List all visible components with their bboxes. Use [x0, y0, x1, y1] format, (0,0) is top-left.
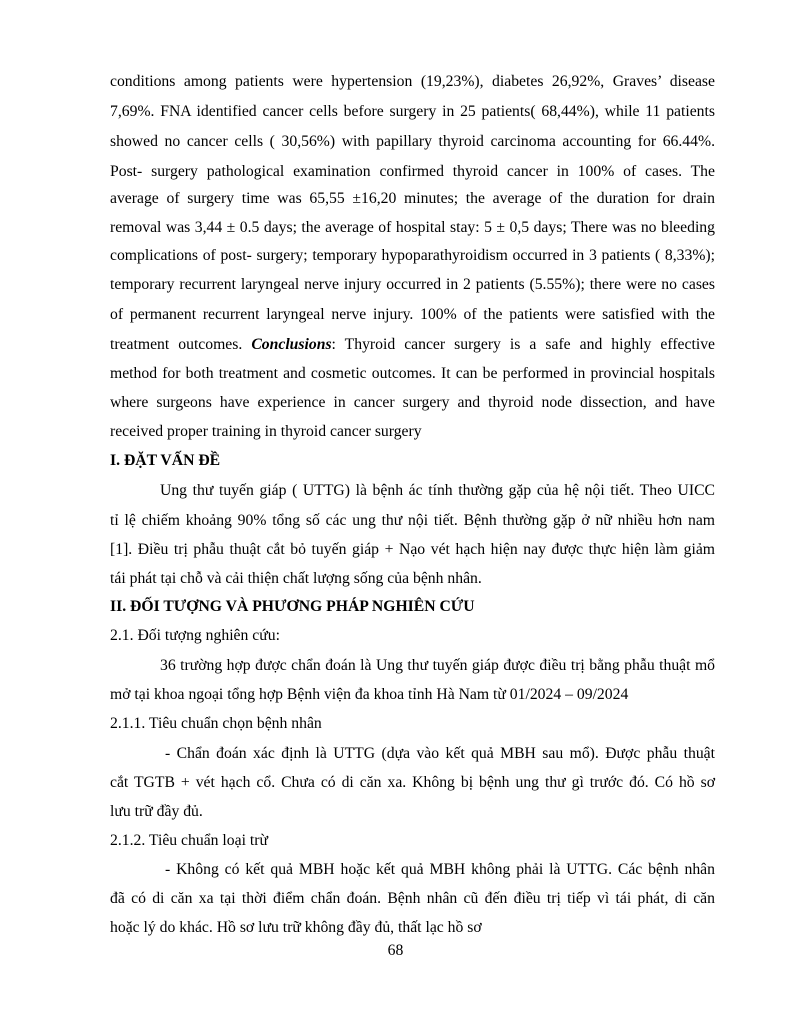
- abstract-line: method for both treatment and cosmetic outcomes. It can be performed in provincial hospitals: [110, 365, 715, 382]
- abstract-line: average of surgery time was 65,55 ±16,20 minutes; the average of the duration for drain: [110, 190, 715, 207]
- section-heading: II. ĐỐI TƯỢNG VÀ PHƯƠNG PHÁP NGHIÊN CỨU: [110, 598, 475, 615]
- paragraph-line: Ung thư tuyến giáp ( UTTG) là bệnh ác tính thường gặp của hệ nội tiết. Theo UICC: [160, 482, 715, 499]
- page-number: 68: [387, 942, 404, 959]
- abstract-line: showed no cancer cells ( 30,56%) with papillary thyroid carcinoma accounting for 66.44%.: [110, 133, 715, 150]
- abstract-line: conditions among patients were hypertension (19,23%), diabetes 26,92%, Graves’ disease: [110, 73, 715, 90]
- subsection-heading: 2.1.2. Tiêu chuẩn loại trừ: [110, 832, 268, 849]
- abstract-text: treatment outcomes.: [110, 336, 252, 353]
- conclusions-label: Conclusions: [251, 336, 332, 353]
- abstract-text: : Thyroid cancer surgery is a safe and highly effective: [331, 336, 715, 353]
- abstract-line: of permanent recurrent laryngeal nerve injury. 100% of the patients were satisfied with the: [110, 306, 715, 323]
- paragraph-line: - Không có kết quả MBH hoặc kết quả MBH không phải là UTTG. Các bệnh nhân: [165, 861, 715, 878]
- paragraph-line: cắt TGTB + vét hạch cổ. Chưa có di căn xa. Không bị bệnh ung thư gì trước đó. Có hồ sơ: [110, 774, 715, 791]
- abstract-line: received proper training in thyroid cancer surgery: [110, 423, 422, 440]
- paragraph-line: tỉ lệ chiếm khoảng 90% tổng số các ung thư nội tiết. Bệnh thường gặp ở nữ nhiều hơn nam: [110, 512, 715, 529]
- abstract-line: complications of post- surgery; temporary hypoparathyroidism occurred in 3 patients ( 8,33%);: [110, 247, 715, 264]
- section-heading: I. ĐẶT VẤN ĐỀ: [110, 452, 221, 469]
- paragraph-line: hoặc lý do khác. Hồ sơ lưu trữ không đầy đủ, thất lạc hồ sơ: [110, 919, 482, 936]
- paragraph-line: [1]. Điều trị phẫu thuật cắt bỏ tuyến giáp + Nạo vét hạch hiện nay được thực hiện làm giảm: [110, 541, 715, 558]
- paragraph-line: - Chẩn đoán xác định là UTTG (dựa vào kết quả MBH sau mổ). Được phẫu thuật: [165, 745, 715, 762]
- abstract-line: removal was 3,44 ± 0.5 days; the average of hospital stay: 5 ± 0,5 days; There was no bleeding: [110, 219, 715, 236]
- paragraph-line: tái phát tại chỗ và cải thiện chất lượng sống của bệnh nhân.: [110, 570, 482, 587]
- abstract-line: where surgeons have experience in cancer surgery and thyroid node dissection, and have: [110, 394, 715, 411]
- paragraph-line: lưu trữ đầy đủ.: [110, 803, 203, 820]
- paragraph-line: mở tại khoa ngoại tổng hợp Bệnh viện đa khoa tỉnh Hà Nam từ 01/2024 – 09/2024: [110, 686, 629, 703]
- paragraph-line: đã có di căn xa tại thời điểm chẩn đoán. Bệnh nhân cũ đến điều trị tiếp vì tái phát, di căn: [110, 890, 715, 907]
- subsection-heading: 2.1.1. Tiêu chuẩn chọn bệnh nhân: [110, 715, 322, 732]
- subsection-heading: 2.1. Đối tượng nghiên cứu:: [110, 627, 280, 644]
- paragraph-line: 36 trường hợp được chẩn đoán là Ung thư tuyến giáp được điều trị bằng phẫu thuật mổ: [160, 657, 715, 674]
- abstract-line: 7,69%. FNA identified cancer cells before surgery in 25 patients( 68,44%), while 11 patients: [110, 103, 715, 120]
- abstract-line: [110, 335, 715, 355]
- abstract-line: Post- surgery pathological examination confirmed thyroid cancer in 100% of cases. The: [110, 163, 715, 180]
- abstract-line: temporary recurrent laryngeal nerve injury occurred in 2 patients (5.55%); there were no cases: [110, 276, 715, 293]
